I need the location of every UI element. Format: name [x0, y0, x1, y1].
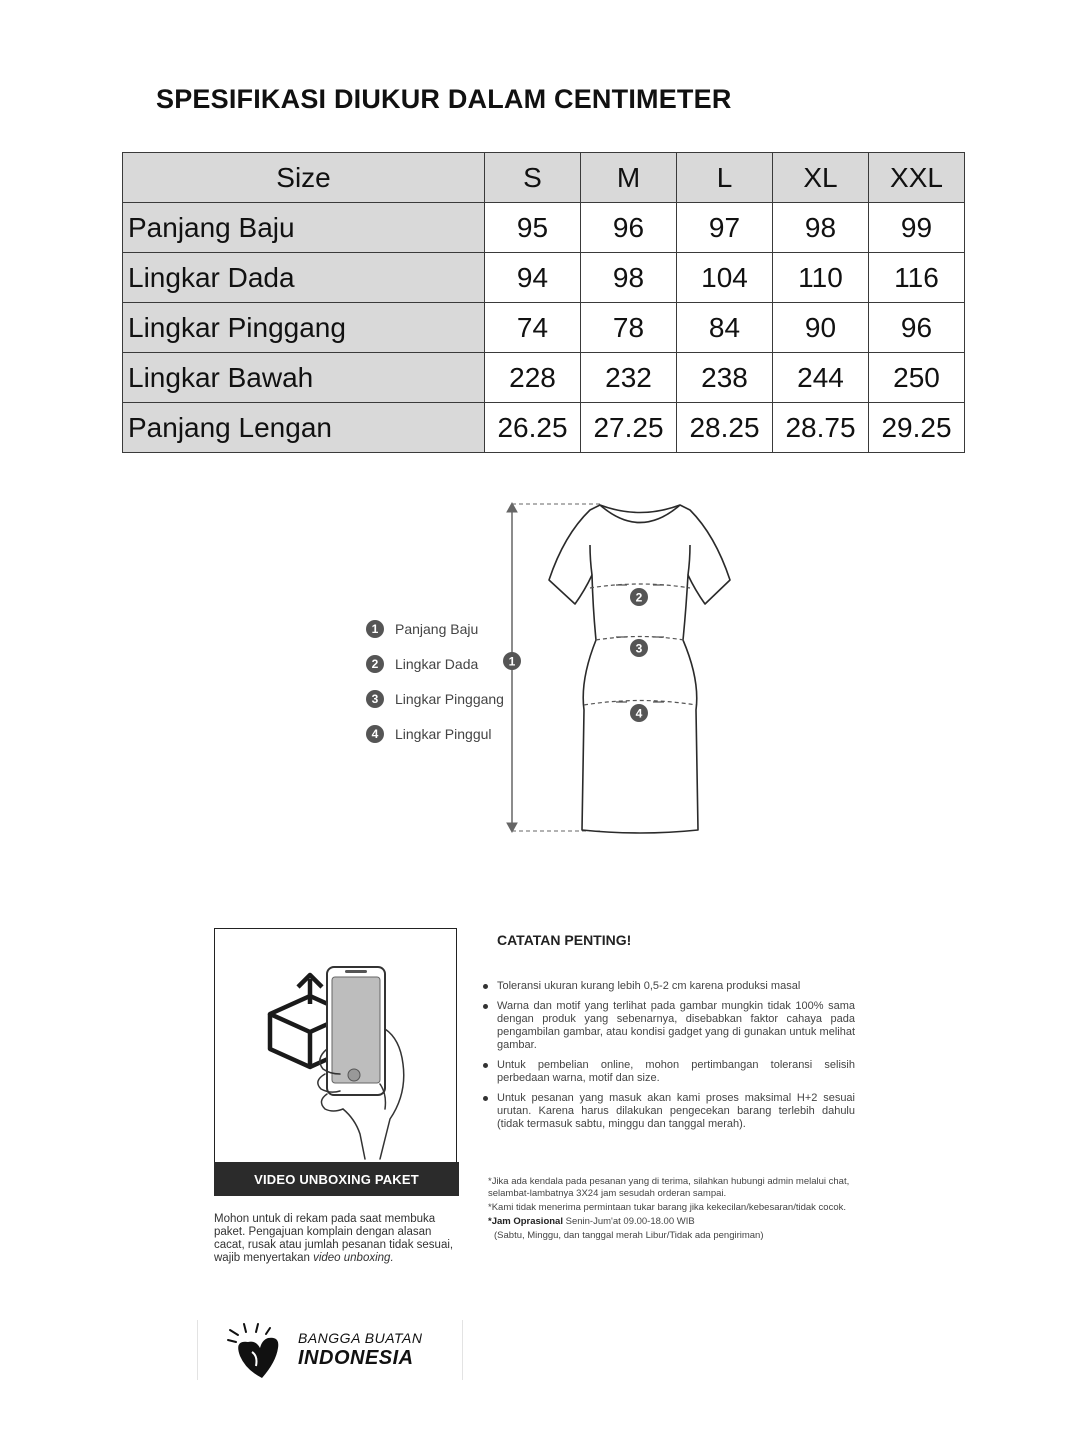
legend-number: 4: [366, 725, 384, 743]
table-cell: 110: [773, 253, 869, 303]
hours-value: Senin-Jum'at 09.00-18.00 WIB: [562, 1216, 695, 1227]
legend-label: Lingkar Pinggang: [395, 691, 504, 707]
list-item: Warna dan motif yang terlihat pada gambar mungkin tidak 100% sama dengan produk yang sebenarnya, disebabkan faktor cahaya pada pengambilan gambar, atau kondisi gadget yang di gunakan untuk melihat gambar.: [480, 1000, 855, 1052]
marker-1: [503, 652, 521, 670]
table-cell: 74: [485, 303, 581, 353]
header-cell-l: L: [677, 153, 773, 203]
svg-text:4: 4: [635, 706, 643, 721]
table-cell: 98: [581, 253, 677, 303]
legend-label: Panjang Baju: [395, 621, 479, 637]
table-cell: 28.25: [677, 403, 773, 453]
footnote: *Kami tidak menerima permintaan tukar barang jika kekecilan/kebesaran/tidak cocok.: [488, 1202, 847, 1213]
row-label: Panjang Lengan: [123, 403, 485, 453]
legend-item: [366, 682, 504, 716]
legend-item: [366, 647, 504, 681]
table-cell: 96: [581, 203, 677, 253]
header-cell-xxl: XXL: [869, 153, 965, 203]
header-cell-xl: XL: [773, 153, 869, 203]
table-cell: 250: [869, 353, 965, 403]
page-title: SPESIFIKASI DIUKUR DALAM CENTIMETER: [156, 84, 732, 114]
list-item: Untuk pesanan yang masuk akan kami proses maksimal H+2 sesuai urutan. Karena harus dilakukan pengecekan barang terlebih dahulu (tidak termasuk sabtu, minggu dan tanggal merah).: [480, 1092, 855, 1131]
divider: [197, 1320, 198, 1380]
table-cell: 96: [869, 303, 965, 353]
unboxing-note-emphasis: video unboxing.: [313, 1252, 394, 1264]
row-label: Lingkar Dada: [123, 253, 485, 303]
table-cell: 99: [869, 203, 965, 253]
table-cell: 98: [773, 203, 869, 253]
legend-label: Lingkar Pinggul: [395, 726, 492, 742]
marker-2: [630, 588, 648, 606]
divider: [462, 1320, 463, 1380]
header-cell-s: S: [485, 153, 581, 203]
hours-note: (Sabtu, Minggu, dan tanggal merah Libur/Tidak ada pengiriman): [494, 1230, 764, 1241]
table-cell: 94: [485, 253, 581, 303]
marker-3: [630, 639, 648, 657]
svg-text:3: 3: [635, 641, 643, 656]
logo-line-1: BANGGA BUATAN: [298, 1330, 423, 1346]
legend-number: 3: [366, 690, 384, 708]
notes-list: [480, 980, 855, 1138]
marker-4: [630, 704, 648, 722]
table-cell: 244: [773, 353, 869, 403]
operating-hours: [488, 1216, 878, 1228]
list-item: Toleransi ukuran kurang lebih 0,5-2 cm karena produksi masal: [480, 980, 855, 993]
legend-item: [366, 612, 504, 646]
table-cell: 116: [869, 253, 965, 303]
table-cell: 78: [581, 303, 677, 353]
table-cell: 97: [677, 203, 773, 253]
unboxing-note: [214, 1213, 464, 1265]
legend-label: Lingkar Dada: [395, 656, 479, 672]
unboxing-illustration-box: [214, 928, 457, 1195]
row-label: Lingkar Bawah: [123, 353, 485, 403]
hours-label: *Jam Oprasional: [488, 1216, 563, 1227]
table-cell: 90: [773, 303, 869, 353]
table-cell: 26.25: [485, 403, 581, 453]
length-measure-line: [507, 503, 600, 832]
legend-item: [366, 717, 504, 751]
table-cell: 232: [581, 353, 677, 403]
footnote: *Jika ada kendala pada pesanan yang di terima, silahkan hubungi admin melalui chat, selambat-lambatnya 3X24 jam sesudah orderan sampai.: [488, 1176, 850, 1199]
table-cell: 95: [485, 203, 581, 253]
row-label: Panjang Baju: [123, 203, 485, 253]
footnotes: [488, 1176, 878, 1244]
measurement-legend: [366, 612, 504, 752]
table-cell: 104: [677, 253, 773, 303]
table-cell: 29.25: [869, 403, 965, 453]
table-cell: 238: [677, 353, 773, 403]
table-cell: 28.75: [773, 403, 869, 453]
table-cell: 84: [677, 303, 773, 353]
header-cell-m: M: [581, 153, 677, 203]
logo-text: [298, 1330, 422, 1370]
row-label: Lingkar Pinggang: [123, 303, 485, 353]
list-item: Untuk pembelian online, mohon pertimbangan toleransi selisih perbedaan warna, motif dan size.: [480, 1059, 855, 1085]
header-cell-size: Size: [123, 153, 485, 203]
chest-measure-line: [590, 584, 690, 588]
dress-outline: [549, 505, 730, 833]
legend-number: 2: [366, 655, 384, 673]
unboxing-label: VIDEO UNBOXING PAKET: [214, 1162, 459, 1196]
heart-logo-icon: [226, 1322, 292, 1380]
legend-number: 1: [366, 620, 384, 638]
table-cell: 27.25: [581, 403, 677, 453]
svg-text:1: 1: [508, 654, 516, 669]
notes-title: CATATAN PENTING!: [497, 932, 632, 948]
table-cell: 228: [485, 353, 581, 403]
svg-text:2: 2: [635, 590, 643, 605]
logo-line-2: INDONESIA: [298, 1347, 414, 1369]
unboxing-note-text: Mohon untuk di rekam pada saat membuka paket. Pengajuan komplain dengan alasan cacat, rusak atau jumlah pesanan tidak sesuai, wajib menyertakan: [214, 1213, 454, 1264]
phone-box-icon: [215, 929, 455, 1169]
